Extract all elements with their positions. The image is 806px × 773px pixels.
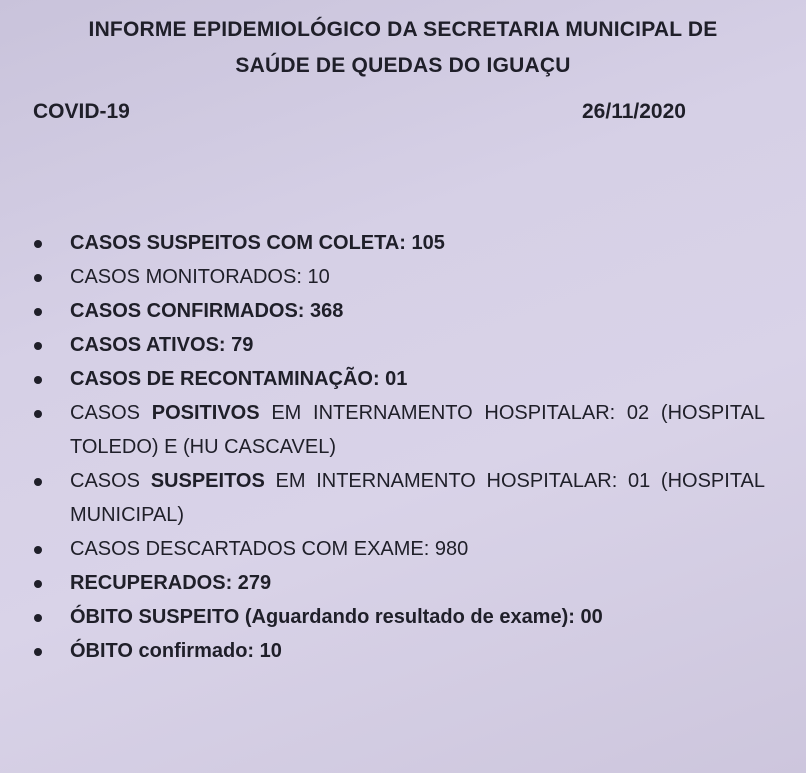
item-text-post: EM INTERNAMENTO HOSPITALAR: 02 (HOSPITAL TOLEDO) E (HU CASCAVEL) [70, 402, 766, 458]
bullet-icon [34, 580, 42, 588]
list-item [0, 362, 765, 396]
item-text-bold: POSITIVOS [151, 402, 260, 424]
bullet-icon [34, 274, 42, 282]
list-item [0, 464, 765, 532]
bullet-icon [34, 376, 42, 384]
item-text-post: EM INTERNAMENTO HOSPITALAR: 01 (HOSPITAL MUNICIPAL) [70, 470, 766, 526]
bullet-icon [34, 308, 42, 316]
document-title [0, 12, 806, 84]
list-item [0, 532, 765, 566]
list-item [0, 328, 765, 362]
list-item [0, 566, 765, 600]
item-text-pre: CASOS [70, 402, 152, 424]
case-list [0, 226, 765, 668]
item-text: CASOS DESCARTADOS COM EXAME: 980 [70, 538, 469, 560]
item-text: CASOS SUSPEITOS COM COLETA: 105 [70, 232, 445, 254]
list-item [0, 226, 765, 260]
bullet-icon [34, 410, 42, 418]
item-text: RECUPERADOS: 279 [70, 572, 272, 594]
bullet-icon [34, 478, 42, 486]
subject-label: COVID-19 [33, 100, 130, 123]
item-text: CASOS MONITORADOS: 10 [70, 266, 330, 288]
item-text: ÓBITO SUSPEITO (Aguardando resultado de exame): 00 [70, 606, 603, 628]
title-line-2: SAÚDE DE QUEDAS DO IGUAÇU [235, 54, 571, 77]
item-text: CASOS ATIVOS: 79 [70, 334, 254, 356]
item-text: CASOS CONFIRMADOS: 368 [70, 300, 344, 322]
list-item [0, 294, 765, 328]
bullet-icon [34, 342, 42, 350]
item-text-pre: CASOS [70, 470, 151, 492]
list-item [0, 634, 765, 668]
item-text: CASOS DE RECONTAMINAÇÃO: 01 [70, 368, 408, 390]
report-date: 26/11/2020 [582, 100, 686, 123]
list-item [0, 260, 765, 294]
list-item [0, 600, 765, 634]
item-text-bold: SUSPEITOS [150, 470, 265, 492]
bullet-icon [34, 240, 42, 248]
list-item [0, 396, 765, 464]
bullet-icon [34, 614, 42, 622]
bullet-icon [34, 648, 42, 656]
title-line-1: INFORME EPIDEMIOLÓGICO DA SECRETARIA MUNICIPAL DE [88, 18, 718, 41]
item-text: ÓBITO confirmado: 10 [70, 640, 282, 662]
bullet-icon [34, 546, 42, 554]
